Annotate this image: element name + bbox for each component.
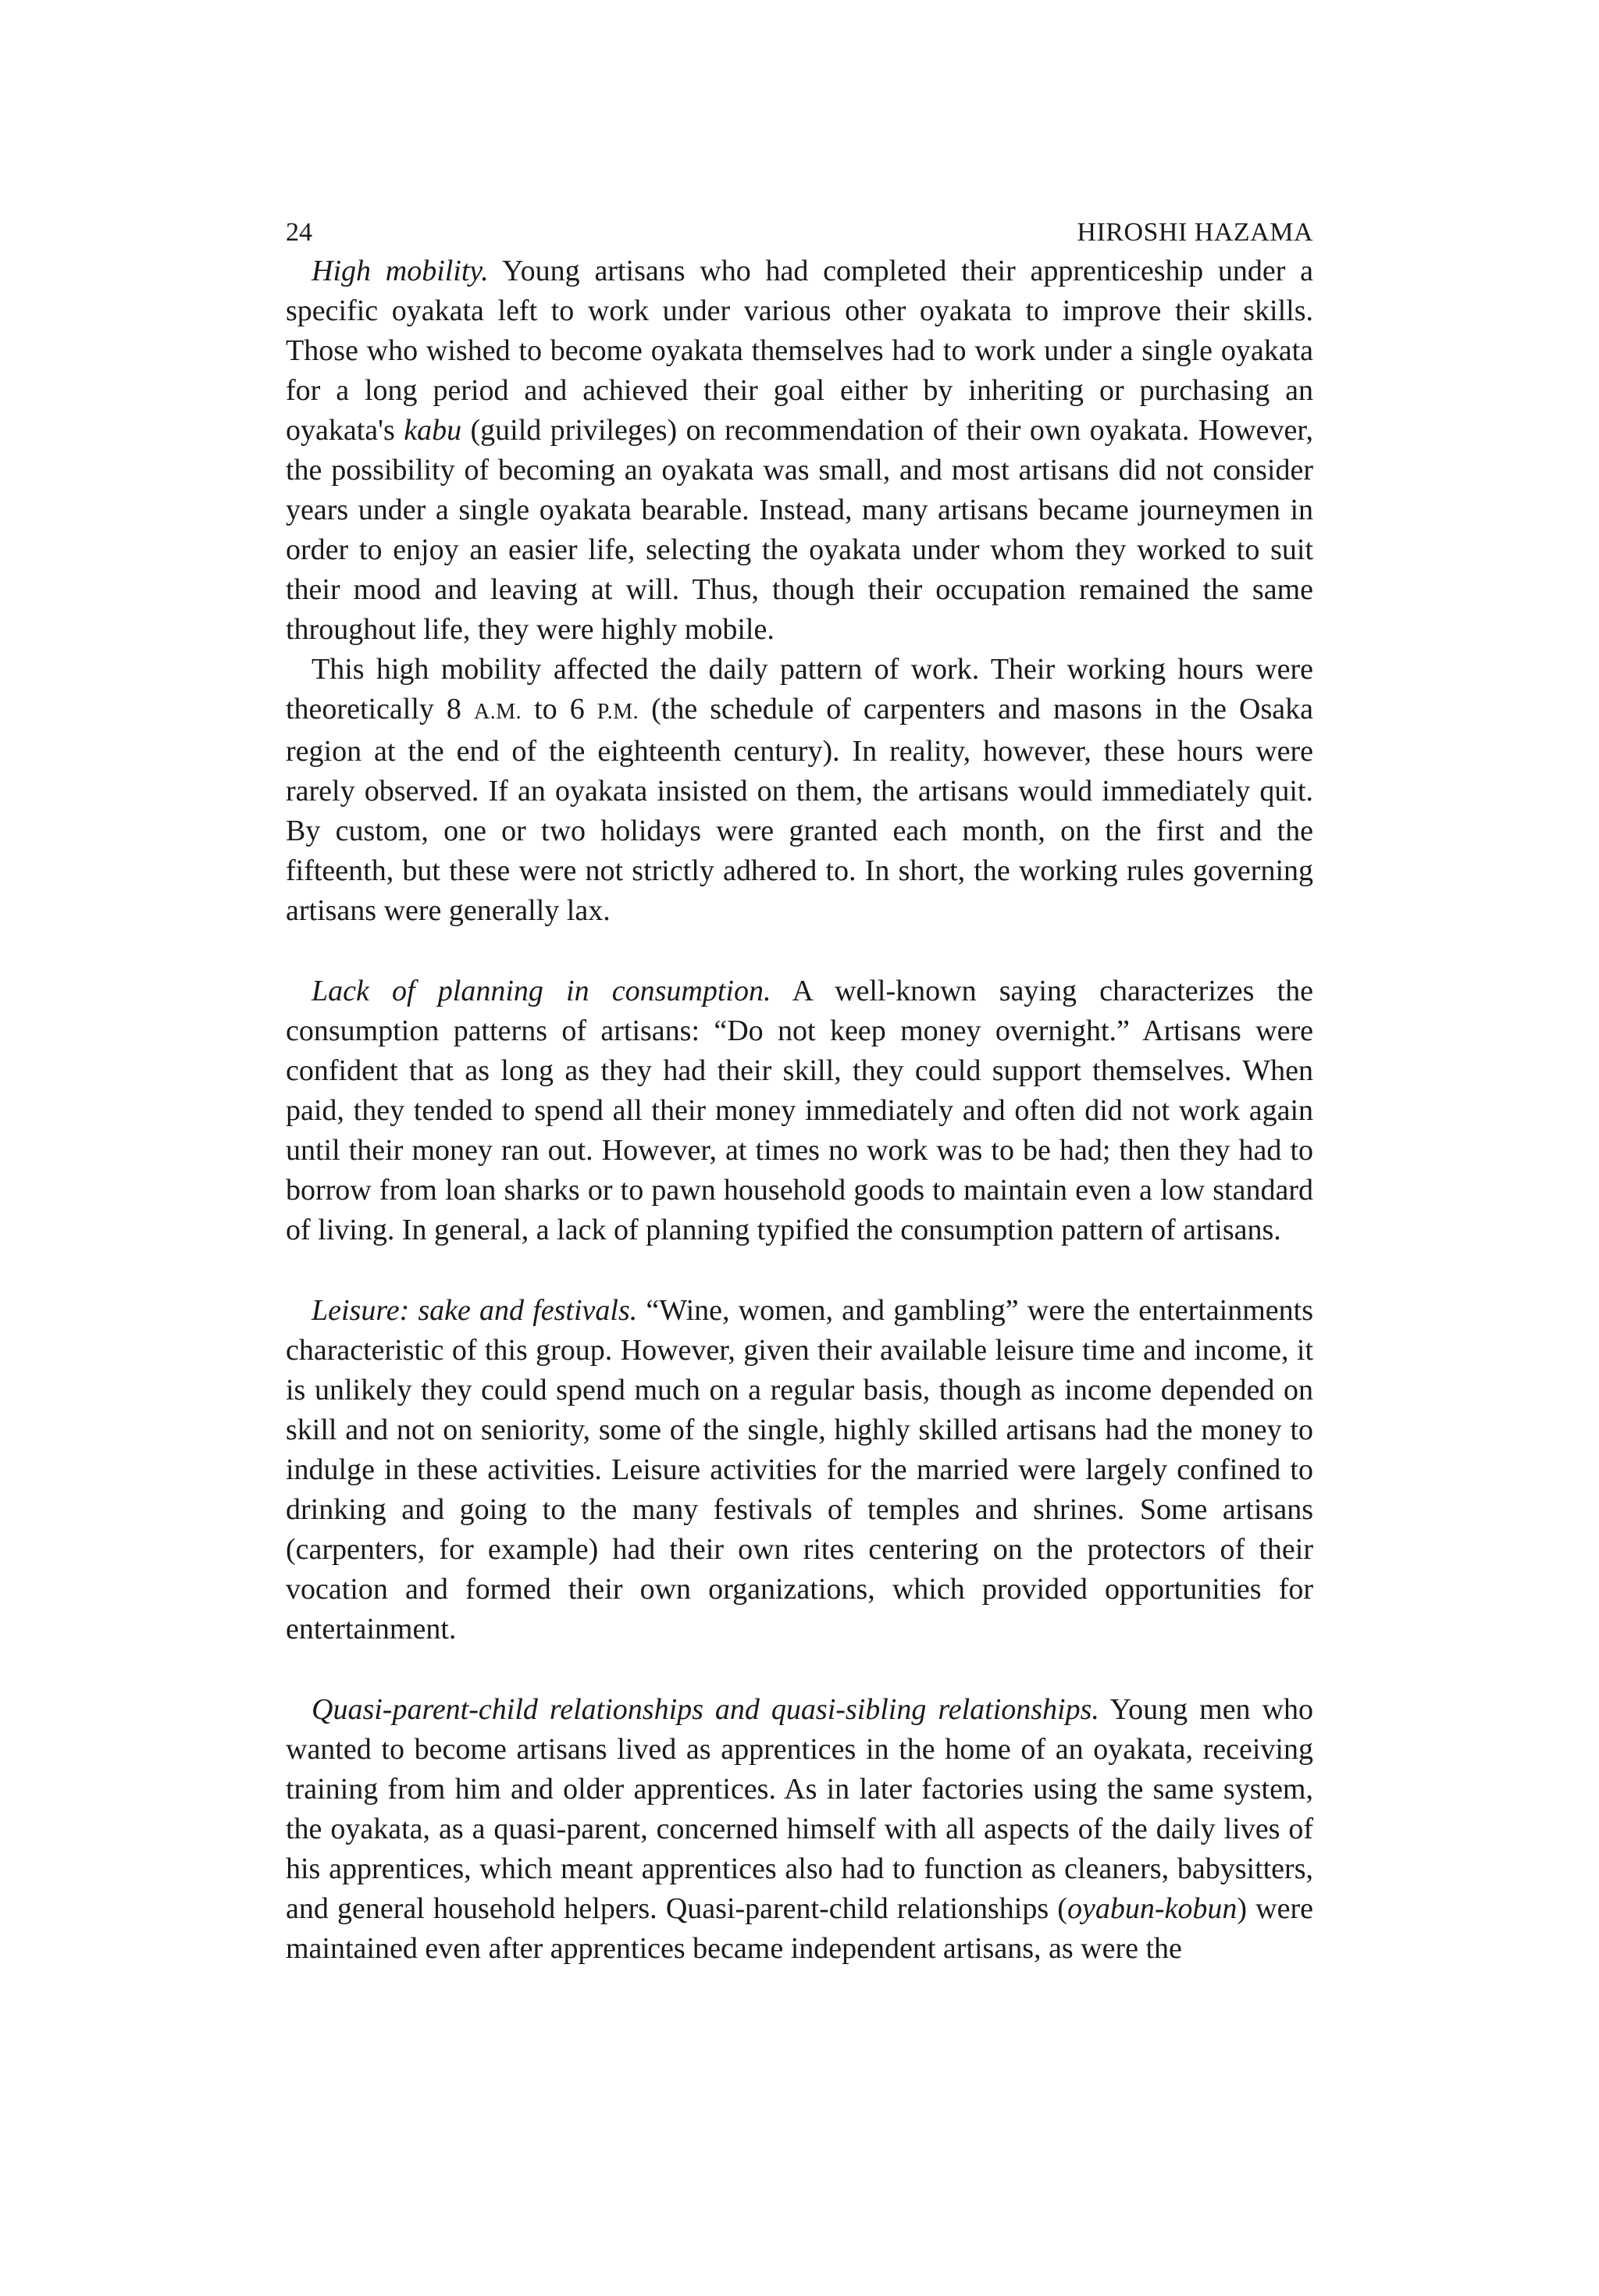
section-heading-consumption: Lack of planning in consumption.	[312, 975, 771, 1007]
text-run: This high mobility affected the daily pattern of work. Their working hours were theoretically 8	[286, 653, 1313, 726]
section-heading-leisure: Leisure: sake and festivals.	[312, 1294, 638, 1327]
page	[286, 211, 1313, 1969]
paragraph-relationships	[286, 1690, 1313, 1969]
text-run: (the schedule of carpenters and masons in the Osaka region at the end of the eighteenth century). In reality, however, these hours were rarely observed. If an oyakata insisted on them, the artisans would immediately quit. By custom, one or two holidays were granted each month, on the first and the fifteenth, but these were not strictly adhered to. In short, the working rules governing artisans were generally lax.	[286, 693, 1313, 927]
term-kabu: kabu	[404, 414, 462, 447]
text-run: (guild privileges) on recommendation of their own oyakata. However, the possibility of becoming an oyakata was small, and most artisans did not consider years under a single oyakata bearable. Instead, many artisans became journeymen in order to enjoy an easier life, selecting the oyakata under whom they worked to suit their mood and leaving at will. Thus, though their occupation remained the same throughout life, they were highly mobile.	[286, 414, 1313, 646]
text-run: A well-known saying characterizes the consumption patterns of artisans: “Do not keep money overnight.” Artisans were confident that as long as they had their skill, they could support themselves. When paid, they tended to spend all their money immediately and often did not work again until their money ran out. However, at times no work was to be had; then they had to borrow from loan sharks or to pawn household goods to maintain even a low standard of living. In general, a lack of planning typified the consumption pattern of artisans.	[286, 975, 1313, 1246]
running-head-author: HIROSHI HAZAMA	[1077, 218, 1313, 247]
paragraph-consumption	[286, 972, 1313, 1250]
text-run: to 6	[522, 693, 597, 726]
page-number: 24	[286, 218, 312, 247]
paragraph-high-mobility	[286, 251, 1313, 650]
text-run: “Wine, women, and gambling” were the entertainments characteristic of this group. However, given their available leisure time and income, it is unlikely they could spend much on a regular basis, though as income depended on skill and not on seniority, some of the single, highly skilled artisans had the money to indulge in these activities. Leisure activities for the married were largely confined to drinking and going to the many festivals of temples and shrines. Some artisans (carpenters, for example) had their own rites centering on the protectors of their vocation and formed their own organizations, which provided opportunities for entertainment.	[286, 1294, 1313, 1645]
text-run: ) were maintained even after apprentices became independent artisans, as were the	[286, 1892, 1314, 1965]
section-heading-relationships: Quasi-parent-child relationships and quasi-sibling relationships.	[312, 1693, 1099, 1726]
section-heading-high-mobility: High mobility.	[312, 255, 489, 287]
time-am: A.M.	[473, 700, 522, 724]
section-gap	[286, 1649, 1313, 1690]
text-run: Young artisans who had completed their apprenticeship under a specific oyakata left to work under various other oyakata to improve their skills. Those who wished to become oyakata themselves had to work under a single oyakata for a long period and achieved their goal either by inheriting or purchasing an oyakata's	[286, 255, 1313, 447]
section-gap	[286, 1250, 1313, 1291]
paragraph-working-hours	[286, 650, 1313, 931]
running-head	[286, 211, 1313, 255]
text-run: Young men who wanted to become artisans lived as apprentices in the home of an oyakata, receiving training from him and older apprentices. As in later factories using the same system, the oyakata, as a quasi-parent, concerned himself with all aspects of the daily lives of his apprentices, which meant apprentices also had to function as cleaners, babysitters, and general household helpers. Quasi-parent-child relationships (	[286, 1693, 1313, 1925]
term-oyabun-kobun: oyabun-kobun	[1067, 1892, 1238, 1925]
time-pm: P.M.	[597, 700, 639, 724]
paragraph-leisure	[286, 1291, 1313, 1649]
section-gap	[286, 931, 1313, 972]
